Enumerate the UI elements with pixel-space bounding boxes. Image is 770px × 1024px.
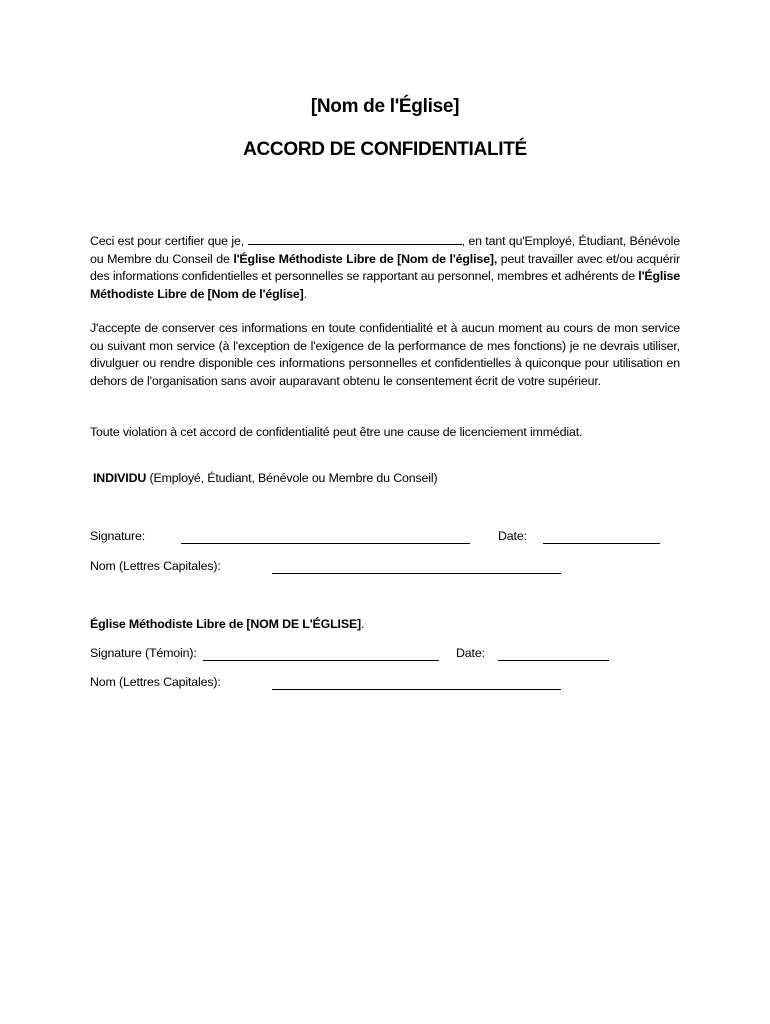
para1-church-bold-2: l'Église Méthodiste Libre de [Nom de l'église] [90,269,680,301]
individual-name-blank[interactable] [272,561,561,574]
church-name-title: [Nom de l'Église] [310,96,460,117]
individual-date-blank[interactable] [543,531,660,544]
individual-date-label: Date: [498,529,527,543]
para1-church-bold-1: l'Église Méthodiste Libre de [Nom de l'église], [233,251,498,266]
individual-subheading: (Employé, Étudiant, Bénévole ou Membre du Conseil) [149,471,438,485]
document-title: ACCORD DE CONFIDENTIALITÉ [243,139,527,160]
violation-paragraph: Toute violation à cet accord de confidentialité peut être une cause de licenciement immédiat. [90,425,583,439]
church-heading: Église Méthodiste Libre de [NOM DE L'ÉGLISE] [90,617,362,631]
individual-name-label: Nom (Lettres Capitales): [90,559,221,573]
para1-text-3: peut travailler avec et/ou acquérir des informations confidentielles et personnelles se rapportant au personnel, membres et adhérents de [90,251,680,283]
church-date-blank[interactable] [498,648,609,661]
church-name-blank[interactable] [272,677,561,690]
certification-paragraph [90,232,680,303]
church-heading-line [90,616,364,634]
church-signature-blank[interactable] [203,648,439,661]
church-heading-end: . [361,617,365,631]
individual-heading: INDIVIDU [93,471,147,485]
employee-name-blank[interactable] [248,232,462,245]
agreement-paragraph: J'accepte de conserver ces informations en toute confidentialité et à aucun moment au cours de mon service ou suivant mon service (à l'exception de l'exigence de la performance de mes fonctions) je ne devrais utiliser, divulguer ou rendre disponible ces informations personnelles et confidentielles à quiconque pour utilisation en dehors de l'organisation sans avoir auparavant obtenu le consentement écrit de votre supérieur. [90,321,680,388]
church-signature-label: Signature (Témoin): [90,646,197,660]
para1-text-4: . [303,286,307,301]
church-date-label: Date: [456,646,485,660]
para1-text-1: Ceci est pour certifier que je, [90,234,245,248]
church-name-label: Nom (Lettres Capitales): [90,675,221,689]
individual-heading-line [93,470,437,488]
individual-signature-blank[interactable] [181,531,470,544]
para1-text-2: , en tant qu'Employé, Étudiant, Bénévole ou Membre du Conseil de [90,234,681,266]
individual-signature-label: Signature: [90,529,145,543]
